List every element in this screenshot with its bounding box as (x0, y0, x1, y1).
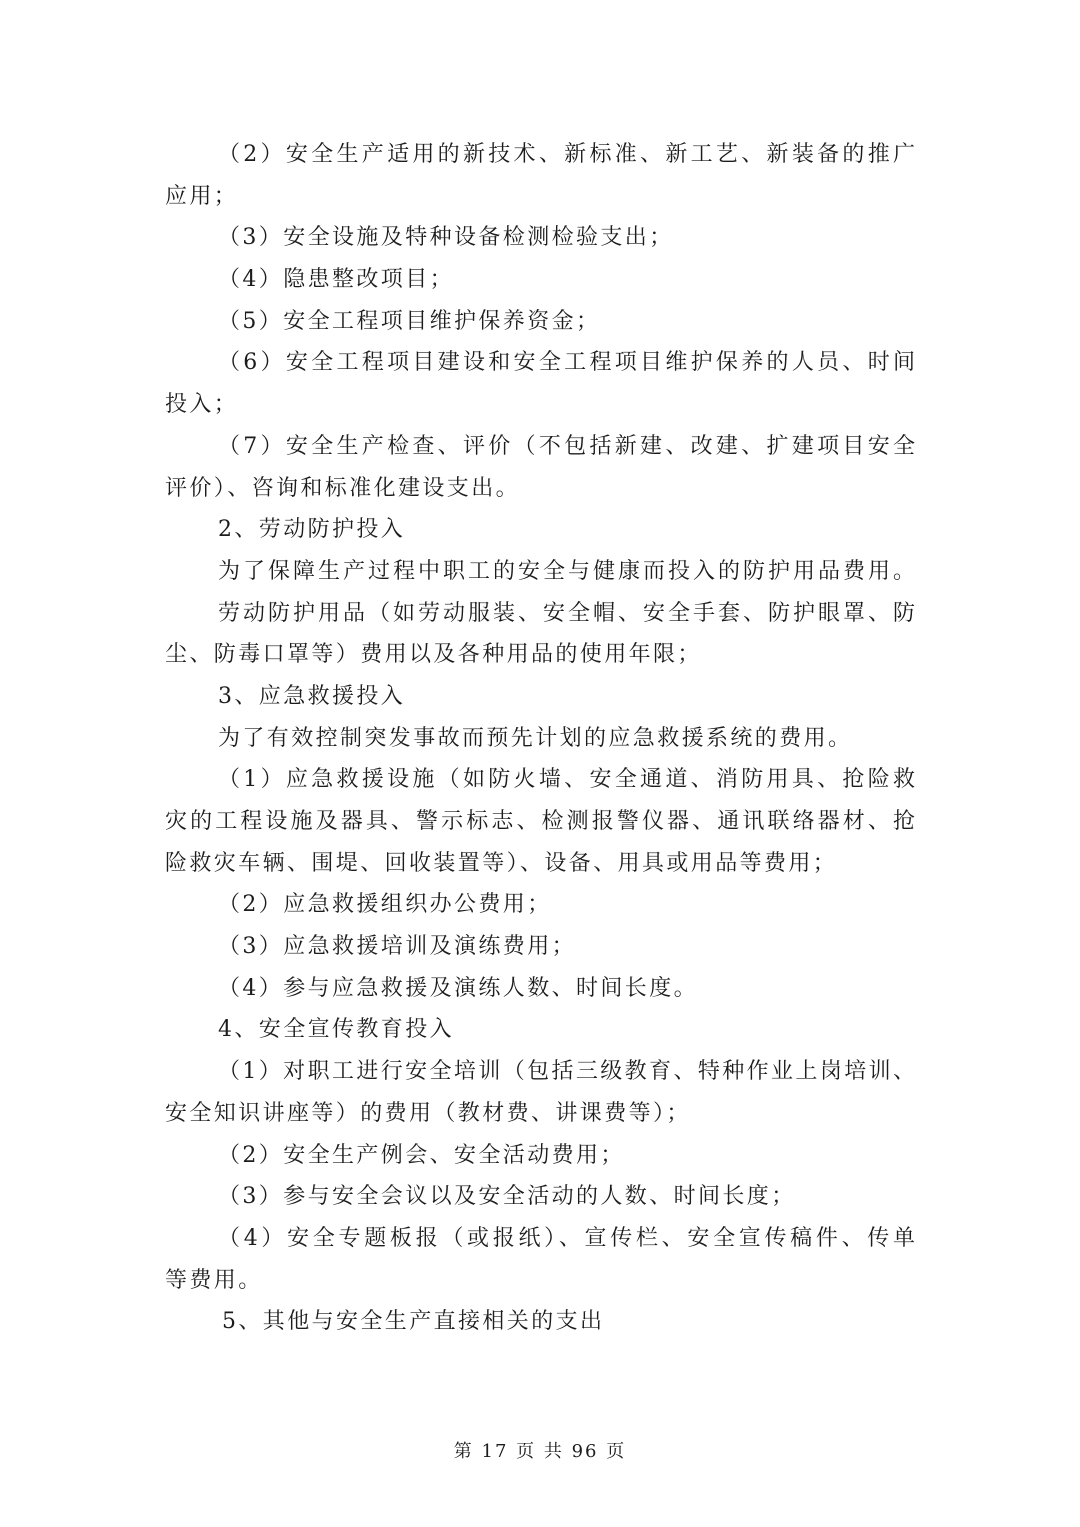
section-heading: 3、应急救援投入 (218, 683, 406, 709)
text-line: （5）安全工程项目维护保养资金； (218, 308, 601, 334)
text-line: （3）安全设施及特种设备检测检验支出； (218, 225, 674, 251)
paragraph (165, 884, 915, 926)
text-line: （1）对职工进行安全培训（包括三级教育、特种作业上岗培训、 (218, 1059, 915, 1085)
text-line: （3）应急救援培训及演练费用； (218, 934, 576, 960)
section-heading: 2、劳动防护投入 (218, 517, 406, 543)
paragraph (165, 551, 915, 593)
paragraph (165, 593, 915, 676)
text-line: （3）参与安全会议以及安全活动的人数、时间长度； (218, 1184, 796, 1210)
text-line: 安全知识讲座等）的费用（教材费、讲课费等）； (165, 1100, 691, 1126)
text-line: 尘、防毒口罩等）费用以及各种用品的使用年限； (165, 642, 702, 668)
text-line: （2）应急救援组织办公费用； (218, 892, 552, 918)
text-line: （7）安全生产检查、评价（不包括新建、改建、扩建项目安全 (218, 433, 915, 459)
paragraph (165, 1218, 915, 1301)
paragraph (165, 217, 915, 259)
text-line: 为了有效控制突发事故而预先计划的应急救援系统的费用。 (218, 725, 853, 751)
text-line: 应用； (165, 183, 239, 209)
text-line: （2）安全生产例会、安全活动费用； (218, 1142, 625, 1168)
paragraph (165, 1135, 915, 1177)
text-line: 为了保障生产过程中职工的安全与健康而投入的防护用品费用。 (218, 558, 915, 584)
paragraph (165, 1176, 915, 1218)
text-line: （4）隐患整改项目； (218, 267, 454, 293)
text-line: （4）安全专题板报（或报纸）、宣传栏、安全宣传稿件、传单 (218, 1225, 915, 1251)
text-line: （2）安全生产适用的新技术、新标准、新工艺、新装备的推广 (218, 142, 915, 167)
paragraph (165, 426, 915, 509)
paragraph (165, 968, 915, 1010)
text-line: 投入； (165, 392, 239, 418)
text-line: 灾的工程设施及器具、警示标志、检测报警仪器、通讯联络器材、抢 (165, 809, 915, 834)
paragraph (165, 259, 915, 301)
paragraph (165, 301, 915, 343)
paragraph (165, 1051, 915, 1134)
paragraph (165, 676, 915, 718)
text-line: 劳动防护用品（如劳动服装、安全帽、安全手套、防护眼罩、防 (218, 600, 915, 626)
paragraph (165, 1301, 915, 1343)
paragraph (165, 926, 915, 968)
text-line: 评价）、咨询和标准化建设支出。 (165, 475, 521, 501)
text-line: （4）参与应急救援及演练人数、时间长度。 (218, 975, 698, 1001)
paragraph (165, 134, 915, 217)
section-heading: 5、其他与安全生产直接相关的支出 (222, 1309, 605, 1335)
paragraph (165, 1009, 915, 1051)
text-line: 险救灾车辆、围堤、回收装置等）、设备、用具或用品等费用； (165, 850, 838, 876)
document-body (165, 134, 915, 1343)
text-line: （1）应急救援设施（如防火墙、安全通道、消防用具、抢险救 (218, 767, 915, 793)
text-line: 等费用。 (165, 1267, 263, 1293)
page-footer: 第 17 页 共 96 页 (453, 1441, 627, 1462)
section-heading: 4、安全宣传教育投入 (218, 1017, 454, 1043)
paragraph (165, 759, 915, 884)
paragraph (165, 718, 915, 760)
text-line: （6）安全工程项目建设和安全工程项目维护保养的人员、时间 (218, 350, 915, 376)
paragraph (165, 509, 915, 551)
paragraph (165, 342, 915, 425)
